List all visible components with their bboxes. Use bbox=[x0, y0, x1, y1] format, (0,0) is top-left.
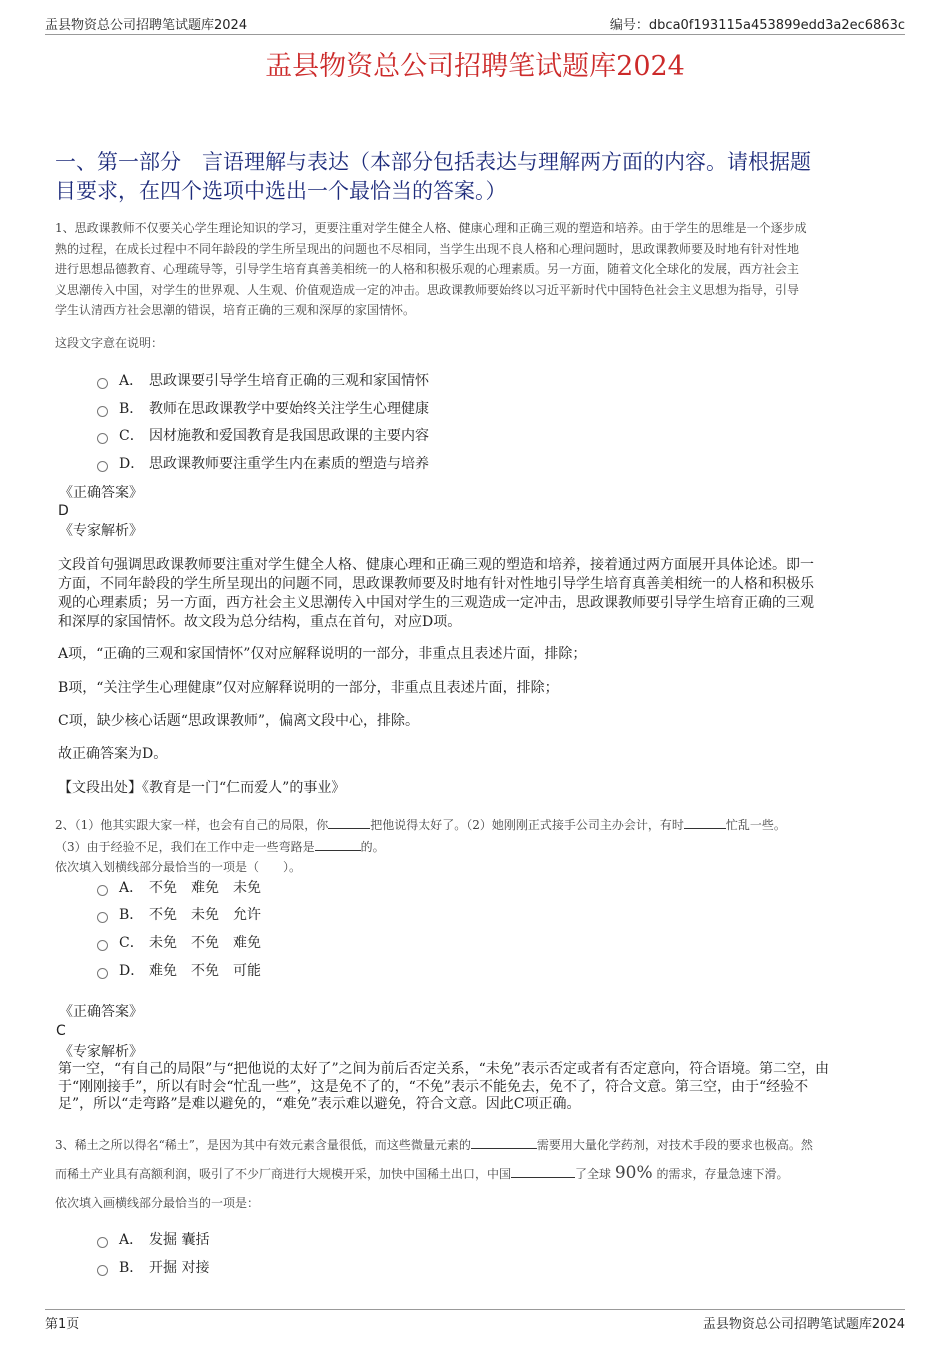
option-letter: B． bbox=[119, 1260, 144, 1276]
q3-stem-text: 了全球 bbox=[575, 1167, 612, 1181]
option-letter: B． bbox=[119, 907, 144, 923]
radio-icon[interactable] bbox=[97, 912, 108, 923]
q1-conclusion: 故正确答案为D。 bbox=[58, 746, 168, 762]
option-text: 教师在思政课教学中要始终关注学生心理健康 bbox=[149, 401, 429, 417]
q3-stem-line-2 bbox=[55, 1159, 895, 1188]
q1-note-c: C项，缺少核心话题“思政课教师”，偏离文段中心，排除。 bbox=[58, 713, 420, 729]
fill-blank bbox=[684, 814, 726, 829]
q1-stem-line: 学生认清西方社会思潮的错误，培育正确的三观和深厚的家国情怀。 bbox=[55, 303, 416, 317]
option-letter: D． bbox=[119, 963, 145, 979]
q3-stem-text: 3、稀土之所以得名“稀土”，是因为其中有效元素含量很低，而这些微量元素的 bbox=[55, 1138, 471, 1152]
q1-source: 【文段出处】《教育是一门“仁而爱人”的事业》 bbox=[58, 780, 346, 796]
q2-prompt: 依次填入划横线部分最恰当的一项是（ ）。 bbox=[55, 860, 302, 874]
header-doc-code bbox=[610, 14, 905, 33]
option-text: 未免 不免 难免 bbox=[149, 935, 261, 951]
q3-prompt: 依次填入画横线部分最恰当的一项是： bbox=[55, 1196, 260, 1210]
option-text: 不免 难免 未免 bbox=[149, 880, 261, 896]
fill-blank bbox=[511, 1163, 575, 1178]
option-letter: B． bbox=[119, 401, 144, 417]
q1-analysis-line: 文段首句强调思政课教师要注重对学生健全人格、健康心理和正确三观的塑造和培养，接着通过两方面展开具体论述。即一 bbox=[58, 557, 814, 573]
option-text: 因材施教和爱国教育是我国思政课的主要内容 bbox=[149, 428, 429, 444]
option-text: 不免 未免 允许 bbox=[149, 907, 261, 923]
q2-option-d[interactable] bbox=[97, 959, 261, 981]
q2-analysis-label: 《专家解析》 bbox=[59, 1044, 143, 1060]
option-letter: D． bbox=[119, 456, 145, 472]
q1-analysis-line: 方面，不同年龄段的学生所呈现出的问题不同，思政课教师要及时地有针对性地引导学生培育真善美相统一的人格和积极乐 bbox=[58, 576, 814, 592]
option-letter: C． bbox=[119, 428, 144, 444]
q3-stem bbox=[55, 1131, 895, 1188]
q1-stem-line: 熟的过程，在成长过程中不同年龄段的学生所呈现出的问题也不尽相同，当学生出现不良人格和心理问题时，思政课教师要及时地有针对性地 bbox=[55, 241, 800, 256]
option-text: 思政课教师要注重学生内在素质的塑造与培养 bbox=[149, 456, 429, 472]
header-rule bbox=[45, 34, 905, 35]
q2-analysis-line: 于“刚刚接手”，所以有时会“忙乱一些”，这是免不了的，“不免”表示不能免去，免不了，符合文意。第三空，由于“经验不 bbox=[58, 1078, 809, 1095]
radio-icon[interactable] bbox=[97, 433, 108, 444]
radio-icon[interactable] bbox=[97, 406, 108, 417]
fill-blank bbox=[471, 1134, 537, 1149]
q3-stem-line-1 bbox=[55, 1131, 895, 1159]
section-title bbox=[55, 148, 895, 206]
q1-stem bbox=[55, 218, 895, 321]
q2-option-b[interactable] bbox=[97, 903, 261, 925]
q2-stem-text: 的。 bbox=[360, 839, 385, 854]
q1-option-c[interactable] bbox=[97, 424, 429, 446]
option-text: 发掘 囊括 bbox=[149, 1232, 210, 1248]
q2-stem-line-2 bbox=[55, 836, 895, 858]
section-title-line-1: 一、第一部分 言语理解与表达（本部分包括表达与理解两方面的内容。请根据题 bbox=[55, 150, 811, 174]
q2-analysis-line: 第一空，“有自己的局限”与“把他说的太好了”之间为前后否定关系，“未免”表示否定或者有否定意向，符合语境。第二空，由 bbox=[58, 1061, 829, 1077]
radio-icon[interactable] bbox=[97, 968, 108, 979]
q1-answer: D bbox=[58, 503, 69, 519]
q1-analysis-label: 《专家解析》 bbox=[59, 523, 143, 539]
q1-analysis-line: 和深厚的家国情怀。故文段为总分结构，重点在首句，对应D项。 bbox=[58, 614, 462, 630]
q2-stem-text: 2、（1）他其实跟大家一样，也会有自己的局限，你 bbox=[55, 818, 329, 832]
q1-option-a[interactable] bbox=[97, 369, 429, 391]
header-doc-name: 盂县物资总公司招聘笔试题库2024 bbox=[45, 18, 248, 33]
q3-stem-text: 需要用大量化学药剂，对技术手段的要求也极高。然 bbox=[536, 1138, 813, 1152]
header-code-label: 编号： bbox=[609, 18, 649, 33]
q2-analysis bbox=[58, 1061, 893, 1114]
radio-icon[interactable] bbox=[97, 940, 108, 951]
q2-option-a[interactable] bbox=[97, 876, 261, 898]
footer-page-number: 第1页 bbox=[45, 1317, 80, 1332]
q1-answer-label: 《正确答案》 bbox=[59, 485, 143, 501]
q2-analysis-line: 足”，所以“走弯路”是难以避免的，“难免”表示难以避免，符合文意。因此C项正确。 bbox=[58, 1096, 581, 1112]
footer-doc-name: 盂县物资总公司招聘笔试题库2024 bbox=[702, 1317, 905, 1332]
radio-icon[interactable] bbox=[97, 378, 108, 389]
option-text: 开掘 对接 bbox=[149, 1260, 210, 1276]
option-text: 难免 不免 可能 bbox=[149, 963, 261, 979]
option-text: 思政课要引导学生培育正确的三观和家国情怀 bbox=[149, 373, 429, 389]
q1-stem-line: 进行思想品德教育、心理疏导等，引导学生培育真善美相统一的人格和积极乐观的心理素质。另一方面，随着文化全球化的发展，西方社会主 bbox=[55, 262, 800, 276]
q3-stem-text: 的需求，存量急速下滑。 bbox=[656, 1167, 789, 1181]
q1-analysis bbox=[58, 556, 888, 632]
q2-stem-text: （3）由于经验不足，我们在工作中走一些弯路是 bbox=[55, 839, 315, 854]
option-letter: A． bbox=[119, 880, 144, 896]
q2-option-c[interactable] bbox=[97, 931, 261, 953]
option-letter: A． bbox=[119, 373, 144, 389]
option-letter: C． bbox=[119, 935, 144, 951]
q2-answer: C bbox=[56, 1023, 66, 1039]
q1-note-a: A项，“正确的三观和家国情怀”仅对应解释说明的一部分，非重点且表述片面，排除； bbox=[58, 646, 587, 662]
q3-option-b[interactable] bbox=[97, 1256, 209, 1278]
q3-stem-text: 而稀土产业具有高额利润，吸引了不少厂商进行大规模开采，加快中国稀土出口，中国 bbox=[55, 1167, 512, 1181]
q2-stem-text: 忙乱一些。 bbox=[725, 818, 786, 832]
fill-blank bbox=[328, 814, 370, 829]
q1-analysis-line: 观的心理素质；另一方面，西方社会主义思潮传入中国对学生的三观造成一定冲击，思政课教师要引导学生培育正确的三观 bbox=[58, 595, 814, 611]
q1-option-b[interactable] bbox=[97, 397, 429, 419]
q1-note-b: B项，“关注学生心理健康”仅对应解释说明的一部分，非重点且表述片面，排除； bbox=[58, 680, 559, 696]
page-title: 盂县物资总公司招聘笔试题库2024 bbox=[265, 51, 685, 82]
section-title-line-2: 目要求，在四个选项中选出一个最恰当的答案。） bbox=[55, 179, 507, 203]
q2-stem bbox=[55, 814, 895, 878]
q2-answer-label: 《正确答案》 bbox=[59, 1004, 143, 1020]
q2-stem-text: 把他说得太好了。（2）她刚刚正式接手公司主办会计，有时 bbox=[370, 818, 684, 832]
q3-percentage: 90% bbox=[614, 1163, 653, 1183]
radio-icon[interactable] bbox=[97, 461, 108, 472]
radio-icon[interactable] bbox=[97, 1237, 108, 1248]
q1-stem-line: 1、思政课教师不仅要关心学生理论知识的学习，更要注重对学生健全人格、健康心理和正确三观的塑造和培养。由于学生的思维是一个逐步成 bbox=[55, 221, 807, 235]
radio-icon[interactable] bbox=[97, 1265, 108, 1276]
option-letter: A． bbox=[119, 1232, 144, 1248]
header-code-value: dbca0f193115a453899edd3a2ec6863c bbox=[648, 18, 905, 33]
q2-stem-line-1 bbox=[55, 814, 895, 836]
q1-prompt: 这段文字意在说明： bbox=[55, 336, 164, 350]
q3-option-a[interactable] bbox=[97, 1228, 209, 1250]
fill-blank bbox=[315, 836, 361, 851]
q1-option-d[interactable] bbox=[97, 452, 429, 474]
footer-rule bbox=[45, 1309, 905, 1310]
radio-icon[interactable] bbox=[97, 885, 108, 896]
q1-stem-line: 义思潮传入中国，对学生的世界观、人生观、价值观造成一定的冲击。思政课教师要始终以习近平新时代中国特色社会主义思想为指导，引导 bbox=[55, 282, 800, 297]
